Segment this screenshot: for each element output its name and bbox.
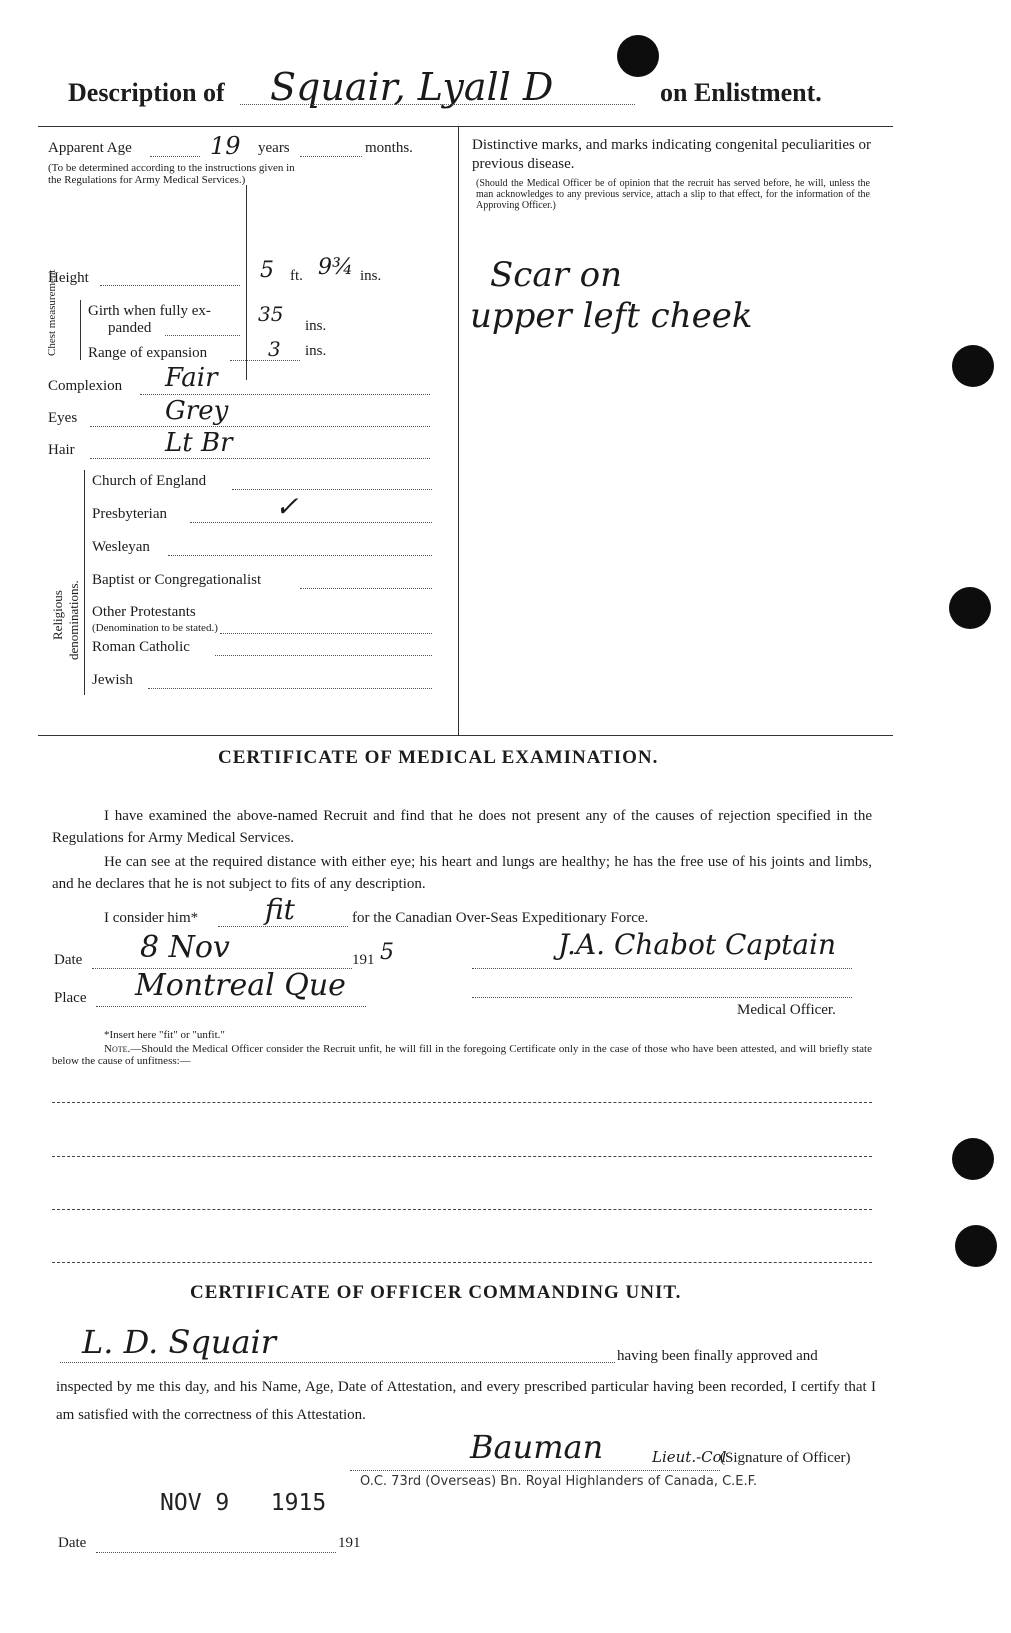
months-label: months. — [365, 140, 413, 156]
marks-line-1: Scar on — [490, 255, 623, 295]
punch-hole — [617, 35, 659, 77]
punch-hole — [952, 345, 994, 387]
unfit-line — [52, 1262, 872, 1263]
note-label: Note. — [104, 1043, 131, 1055]
girth-label-2: panded — [108, 320, 152, 336]
consider-suffix: for the Canadian Over-Seas Expeditionary Force. — [352, 910, 649, 926]
note-text: —Should the Medical Officer consider the Recruit unfit, he will fill in the foregoing Certificate only in the case of those who have been attested, and will briefly state below the cause of unfitness:— — [52, 1043, 872, 1067]
religion-jewish: Jewish — [92, 672, 133, 688]
punch-hole — [949, 587, 991, 629]
column-divider — [458, 126, 459, 736]
header-prefix: Description of — [68, 78, 225, 107]
age-note: (To be determined according to the instructions given in the Regulations for Army Medical Services.) — [48, 162, 295, 186]
marks-line-2: upper left cheek — [470, 296, 753, 336]
religion-other-protestants: Other Protestants — [92, 604, 196, 620]
date-label: Date — [54, 952, 83, 968]
insert-note: *Insert here "fit" or "unfit." — [104, 1029, 225, 1041]
height-label: Height — [48, 270, 89, 286]
officer-signature: Bauman — [470, 1428, 604, 1466]
exam-year-printed: 191 — [352, 952, 375, 968]
complexion-label: Complexion — [48, 378, 123, 394]
range-unit: ins. — [305, 343, 327, 359]
marks-title: Distinctive marks, and marks indicating congenital peculiarities or previous disease. — [472, 137, 872, 172]
hair-value: Lt Br — [165, 428, 233, 458]
presbyterian-checkmark: ✓ — [275, 490, 299, 523]
religion-other-note: (Denomination to be stated.) — [92, 622, 218, 634]
religion-wesleyan: Wesleyan — [92, 539, 150, 555]
punch-hole — [952, 1138, 994, 1180]
years-label: years — [258, 140, 290, 156]
age-value: 19 — [210, 132, 241, 160]
chest-side-label: Chest measurement — [46, 269, 58, 356]
recruit-signature: L. D. Squair — [82, 1323, 277, 1361]
religion-presbyterian: Presbyterian — [92, 506, 167, 522]
girth-unit: ins. — [305, 318, 327, 334]
place-label: Place — [54, 990, 87, 1006]
medical-para-1: I have examined the above-named Recruit and find that he does not present any of the causes of rejection specified in the Regulations for Army Medical Services. — [52, 808, 872, 846]
ft-label: ft. — [290, 268, 303, 284]
oc-date-label: Date — [58, 1535, 87, 1551]
apparent-age-label: Apparent Age — [48, 140, 132, 156]
fitness-value: fit — [265, 893, 295, 926]
religion-side-label-2: denominations. — [66, 580, 81, 660]
oc-year-printed: 191 — [338, 1535, 361, 1551]
oc-heading: CERTIFICATE OF OFFICER COMMANDING UNIT. — [190, 1282, 682, 1303]
bottom-rule — [38, 735, 893, 736]
officer-rank: Lieut.-Col — [652, 1448, 727, 1466]
marks-note: (Should the Medical Officer be of opinion that the recruit has served before, he will, unless the man acknowledges to any previous service, attach a slip to that effect, for the information of the Approving Officer.) — [476, 178, 870, 211]
medical-para-2: He can see at the required distance with either eye; his heart and lungs are healthy; he has the free use of his joints and limbs, and he declares that he is not subject to fits of any description. — [52, 854, 872, 892]
recruit-name: Squair, Lyall D — [270, 65, 554, 109]
exam-place: Montreal Que — [135, 968, 346, 1003]
header-suffix: on Enlistment. — [660, 78, 822, 107]
unfit-line — [52, 1156, 872, 1157]
height-ft-value: 5 — [260, 258, 274, 283]
approved-text: having been finally approved and — [617, 1348, 818, 1364]
exam-date: 8 Nov — [140, 930, 230, 965]
height-in-value: 9¾ — [318, 255, 354, 280]
unfit-note — [52, 1043, 872, 1067]
top-rule — [38, 126, 893, 127]
exam-year-digit: 5 — [380, 940, 394, 965]
eyes-label: Eyes — [48, 410, 78, 426]
hair-label: Hair — [48, 442, 75, 458]
range-value: 3 — [268, 337, 281, 361]
girth-label-1: Girth when fully ex- — [88, 303, 211, 319]
ins-label: ins. — [360, 268, 382, 284]
date-stamp: NOV 9 1915 — [160, 1490, 327, 1516]
eyes-value: Grey — [165, 396, 229, 426]
unfit-line — [52, 1209, 872, 1210]
girth-value: 35 — [258, 302, 284, 326]
medical-officer-label: Medical Officer. — [737, 1002, 836, 1018]
medical-heading: CERTIFICATE OF MEDICAL EXAMINATION. — [218, 747, 659, 768]
consider-prefix: I consider him* — [104, 910, 199, 926]
medical-officer-signature: J.A. Chabot Captain — [558, 928, 837, 961]
unfit-line — [52, 1102, 872, 1103]
religion-church-of-england: Church of England — [92, 473, 207, 489]
religion-baptist: Baptist or Congregationalist — [92, 572, 262, 588]
unit-stamp: O.C. 73rd (Overseas) Bn. Royal Highlanders of Canada, C.E.F. — [360, 1474, 758, 1489]
punch-hole — [955, 1225, 997, 1267]
oc-para: inspected by me this day, and his Name, Age, Date of Attestation, and every prescribed particular having been recorded, I certify that I am satisfied with the correctness of this Attestation. — [56, 1379, 876, 1423]
signature-label: (Signature of Officer) — [720, 1450, 851, 1466]
religion-roman-catholic: Roman Catholic — [92, 639, 190, 655]
religion-side-label-1: Religious — [50, 590, 65, 640]
complexion-value: Fair — [165, 363, 218, 393]
range-label: Range of expansion — [88, 345, 208, 361]
